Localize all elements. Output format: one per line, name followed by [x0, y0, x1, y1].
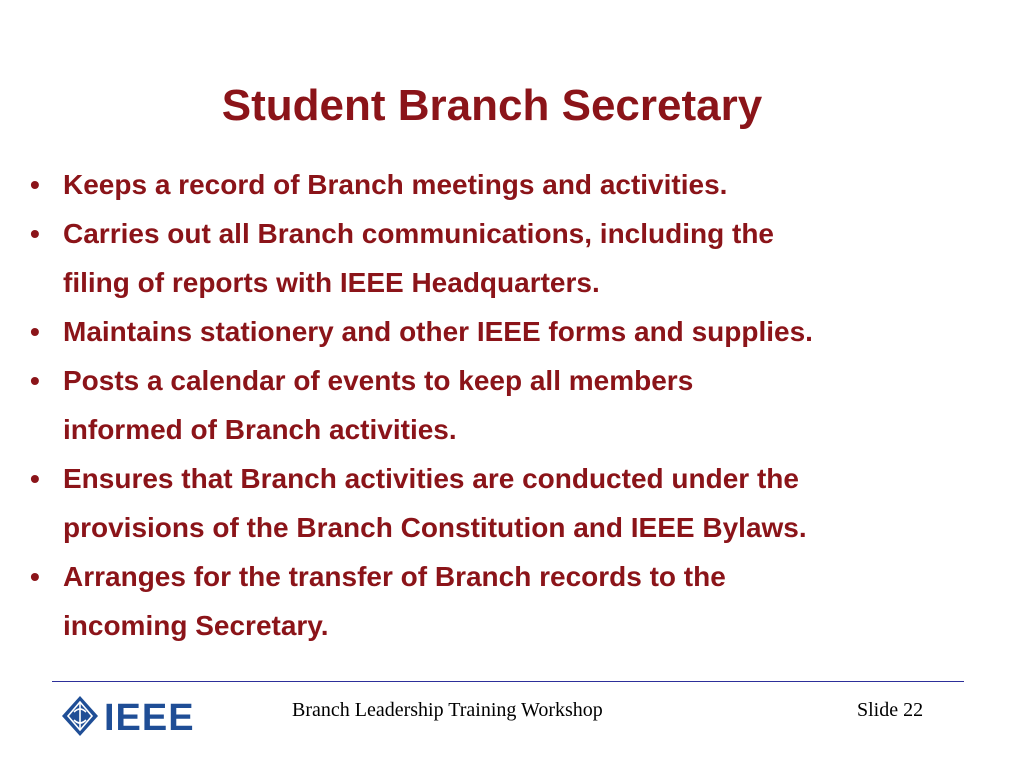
bullet-text-line: Keeps a record of Branch meetings and activities. [63, 169, 728, 200]
bullet-text-line: incoming Secretary. [63, 610, 329, 641]
bullet-text-line: filing of reports with IEEE Headquarters. [63, 267, 600, 298]
bullet-item [30, 356, 1010, 454]
ieee-logo-wordmark: IEEE [104, 697, 195, 739]
ieee-diamond-icon [62, 696, 98, 736]
bullet-text-line: informed of Branch activities. [63, 414, 457, 445]
ieee-logo [60, 692, 220, 740]
bullet-icon: • [30, 463, 40, 494]
bullet-text-line: Arranges for the transfer of Branch records to the [63, 561, 726, 592]
footer-divider [52, 681, 964, 682]
bullet-item [30, 552, 1010, 650]
footer-workshop-title: Branch Leadership Training Workshop [292, 699, 603, 721]
bullet-item [30, 454, 1010, 552]
bullet-icon: • [30, 365, 40, 396]
bullet-text-line: Carries out all Branch communications, including the [63, 218, 775, 249]
bullet-icon: • [30, 169, 40, 200]
bullet-text-line: Maintains stationery and other IEEE forms and supplies. [63, 316, 813, 347]
bullet-icon: • [30, 561, 40, 592]
bullet-item [30, 209, 1010, 307]
bullet-item [30, 160, 1010, 209]
bullet-text-line: provisions of the Branch Constitution and IEEE Bylaws. [63, 512, 807, 543]
bullet-list [30, 160, 1010, 650]
bullet-text-line: Posts a calendar of events to keep all members [63, 365, 694, 396]
slide-title: Student Branch Secretary [221, 81, 763, 130]
bullet-item [30, 307, 1010, 356]
slide-label: Slide [857, 699, 899, 721]
slide-number-label [857, 697, 923, 723]
bullet-icon: • [30, 316, 40, 347]
bullet-icon: • [30, 218, 40, 249]
bullet-text-line: Ensures that Branch activities are conducted under the [63, 463, 799, 494]
slide-number: 22 [903, 699, 924, 721]
